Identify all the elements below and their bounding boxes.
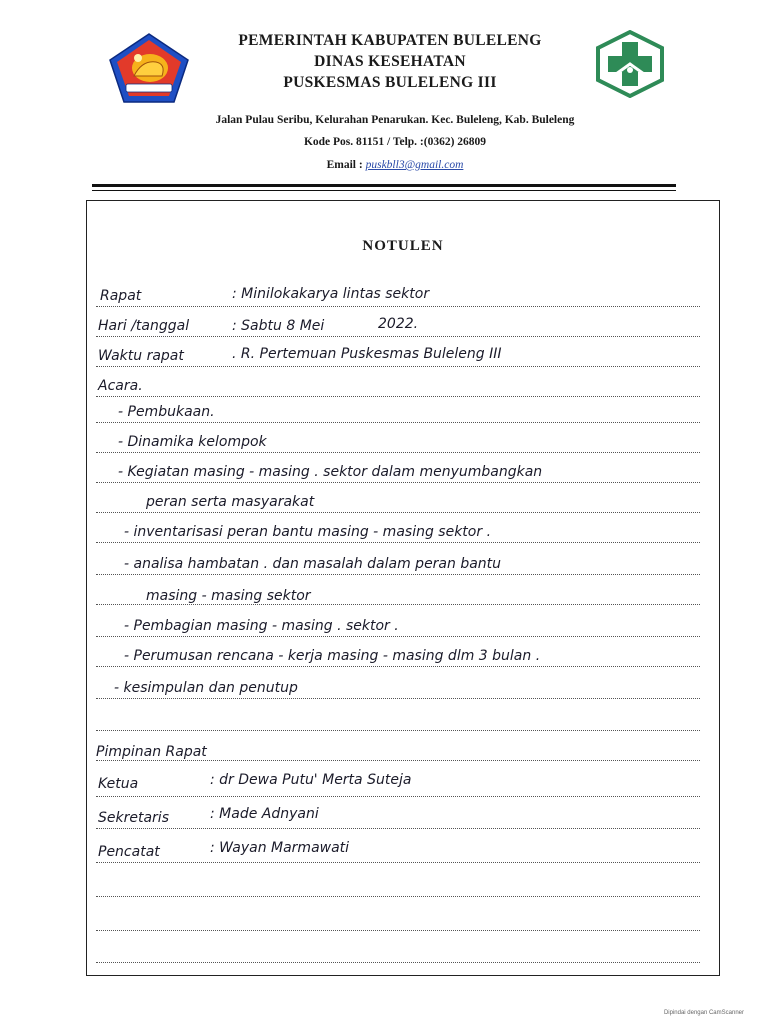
pimpinan-label: Pimpinan Rapat — [96, 744, 207, 760]
acara-item: - Dinamika kelompok — [118, 434, 267, 450]
sekretaris-value: : Made Adnyani — [210, 806, 319, 822]
dotted-rule-line — [96, 604, 700, 605]
dotted-rule-line — [96, 422, 700, 423]
dotted-rule-line — [96, 542, 700, 543]
acara-item: peran serta masyarakat — [146, 494, 315, 510]
header-line-2: DINAS KESEHATAN — [314, 53, 466, 70]
acara-item: - analisa hambatan . dan masalah dalam peran bantu — [124, 556, 502, 572]
acara-item: - Perumusan rencana - kerja masing - masing dlm 3 bulan . — [124, 648, 541, 664]
dotted-rule-line — [96, 366, 700, 367]
dotted-rule-line — [96, 512, 700, 513]
ketua-label: Ketua — [98, 776, 139, 792]
dotted-rule-line — [96, 574, 700, 575]
ketua-value: : dr Dewa Putu' Merta Suteja — [210, 772, 412, 788]
header-line-3: PUSKESMAS BULELENG III — [283, 74, 497, 91]
header-rule-thick — [92, 184, 676, 187]
puskesmas-logo-icon — [594, 30, 666, 98]
document-title: NOTULEN — [362, 238, 444, 254]
rapat-value: : Minilokakarya lintas sektor — [232, 286, 430, 302]
dotted-rule-line — [96, 482, 700, 483]
dotted-rule-line — [96, 896, 700, 897]
dotted-rule-line — [96, 698, 700, 699]
buleleng-emblem-icon — [108, 32, 190, 104]
address-line: Jalan Pulau Seribu, Kelurahan Penarukan. Kec. Buleleng, Kab. Buleleng — [215, 114, 575, 126]
email-line — [150, 159, 640, 171]
hari-year: 2022. — [378, 316, 419, 332]
rapat-label: Rapat — [100, 288, 142, 304]
dotted-rule-line — [96, 306, 700, 307]
acara-item: - Pembagian masing - masing . sektor . — [124, 618, 399, 634]
dotted-rule-line — [96, 636, 700, 637]
dotted-rule-line — [96, 760, 700, 761]
dotted-rule-line — [96, 962, 700, 963]
waktu-label: Waktu rapat — [98, 348, 184, 364]
dotted-rule-line — [96, 796, 700, 797]
dotted-rule-line — [96, 666, 700, 667]
sekretaris-label: Sekretaris — [98, 810, 169, 826]
dotted-rule-line — [96, 730, 700, 731]
postal-line: Kode Pos. 81151 / Telp. :(0362) 26809 — [303, 136, 487, 148]
pencatat-value: : Wayan Marmawati — [210, 840, 350, 856]
dotted-rule-line — [96, 452, 700, 453]
dotted-rule-line — [96, 930, 700, 931]
scanner-watermark: Dipindai dengan CamScanner — [663, 1010, 744, 1016]
dotted-rule-line — [96, 828, 700, 829]
acara-item: - Pembukaan. — [118, 404, 215, 420]
email-label: Email : — [326, 159, 363, 171]
email-link[interactable]: puskbll3@gmail.com — [365, 159, 464, 171]
waktu-value: . R. Pertemuan Puskesmas Buleleng III — [232, 346, 502, 362]
dotted-rule-line — [96, 336, 700, 337]
acara-label: Acara. — [98, 378, 143, 394]
hari-value: : Sabtu 8 Mei — [232, 318, 325, 334]
acara-item: - inventarisasi peran bantu masing - masing sektor . — [124, 524, 492, 540]
acara-item: - kesimpulan dan penutup — [114, 680, 298, 696]
acara-item: - Kegiatan masing - masing . sektor dalam menyumbangkan — [118, 464, 543, 480]
header-line-1: PEMERINTAH KABUPATEN BULELENG — [238, 32, 542, 49]
dotted-rule-line — [96, 862, 700, 863]
pencatat-label: Pencatat — [98, 844, 160, 860]
hari-label: Hari /tanggal — [98, 318, 190, 334]
dotted-rule-line — [96, 396, 700, 397]
header-rule-thin — [92, 190, 676, 191]
acara-item: masing - masing sektor — [146, 588, 311, 604]
